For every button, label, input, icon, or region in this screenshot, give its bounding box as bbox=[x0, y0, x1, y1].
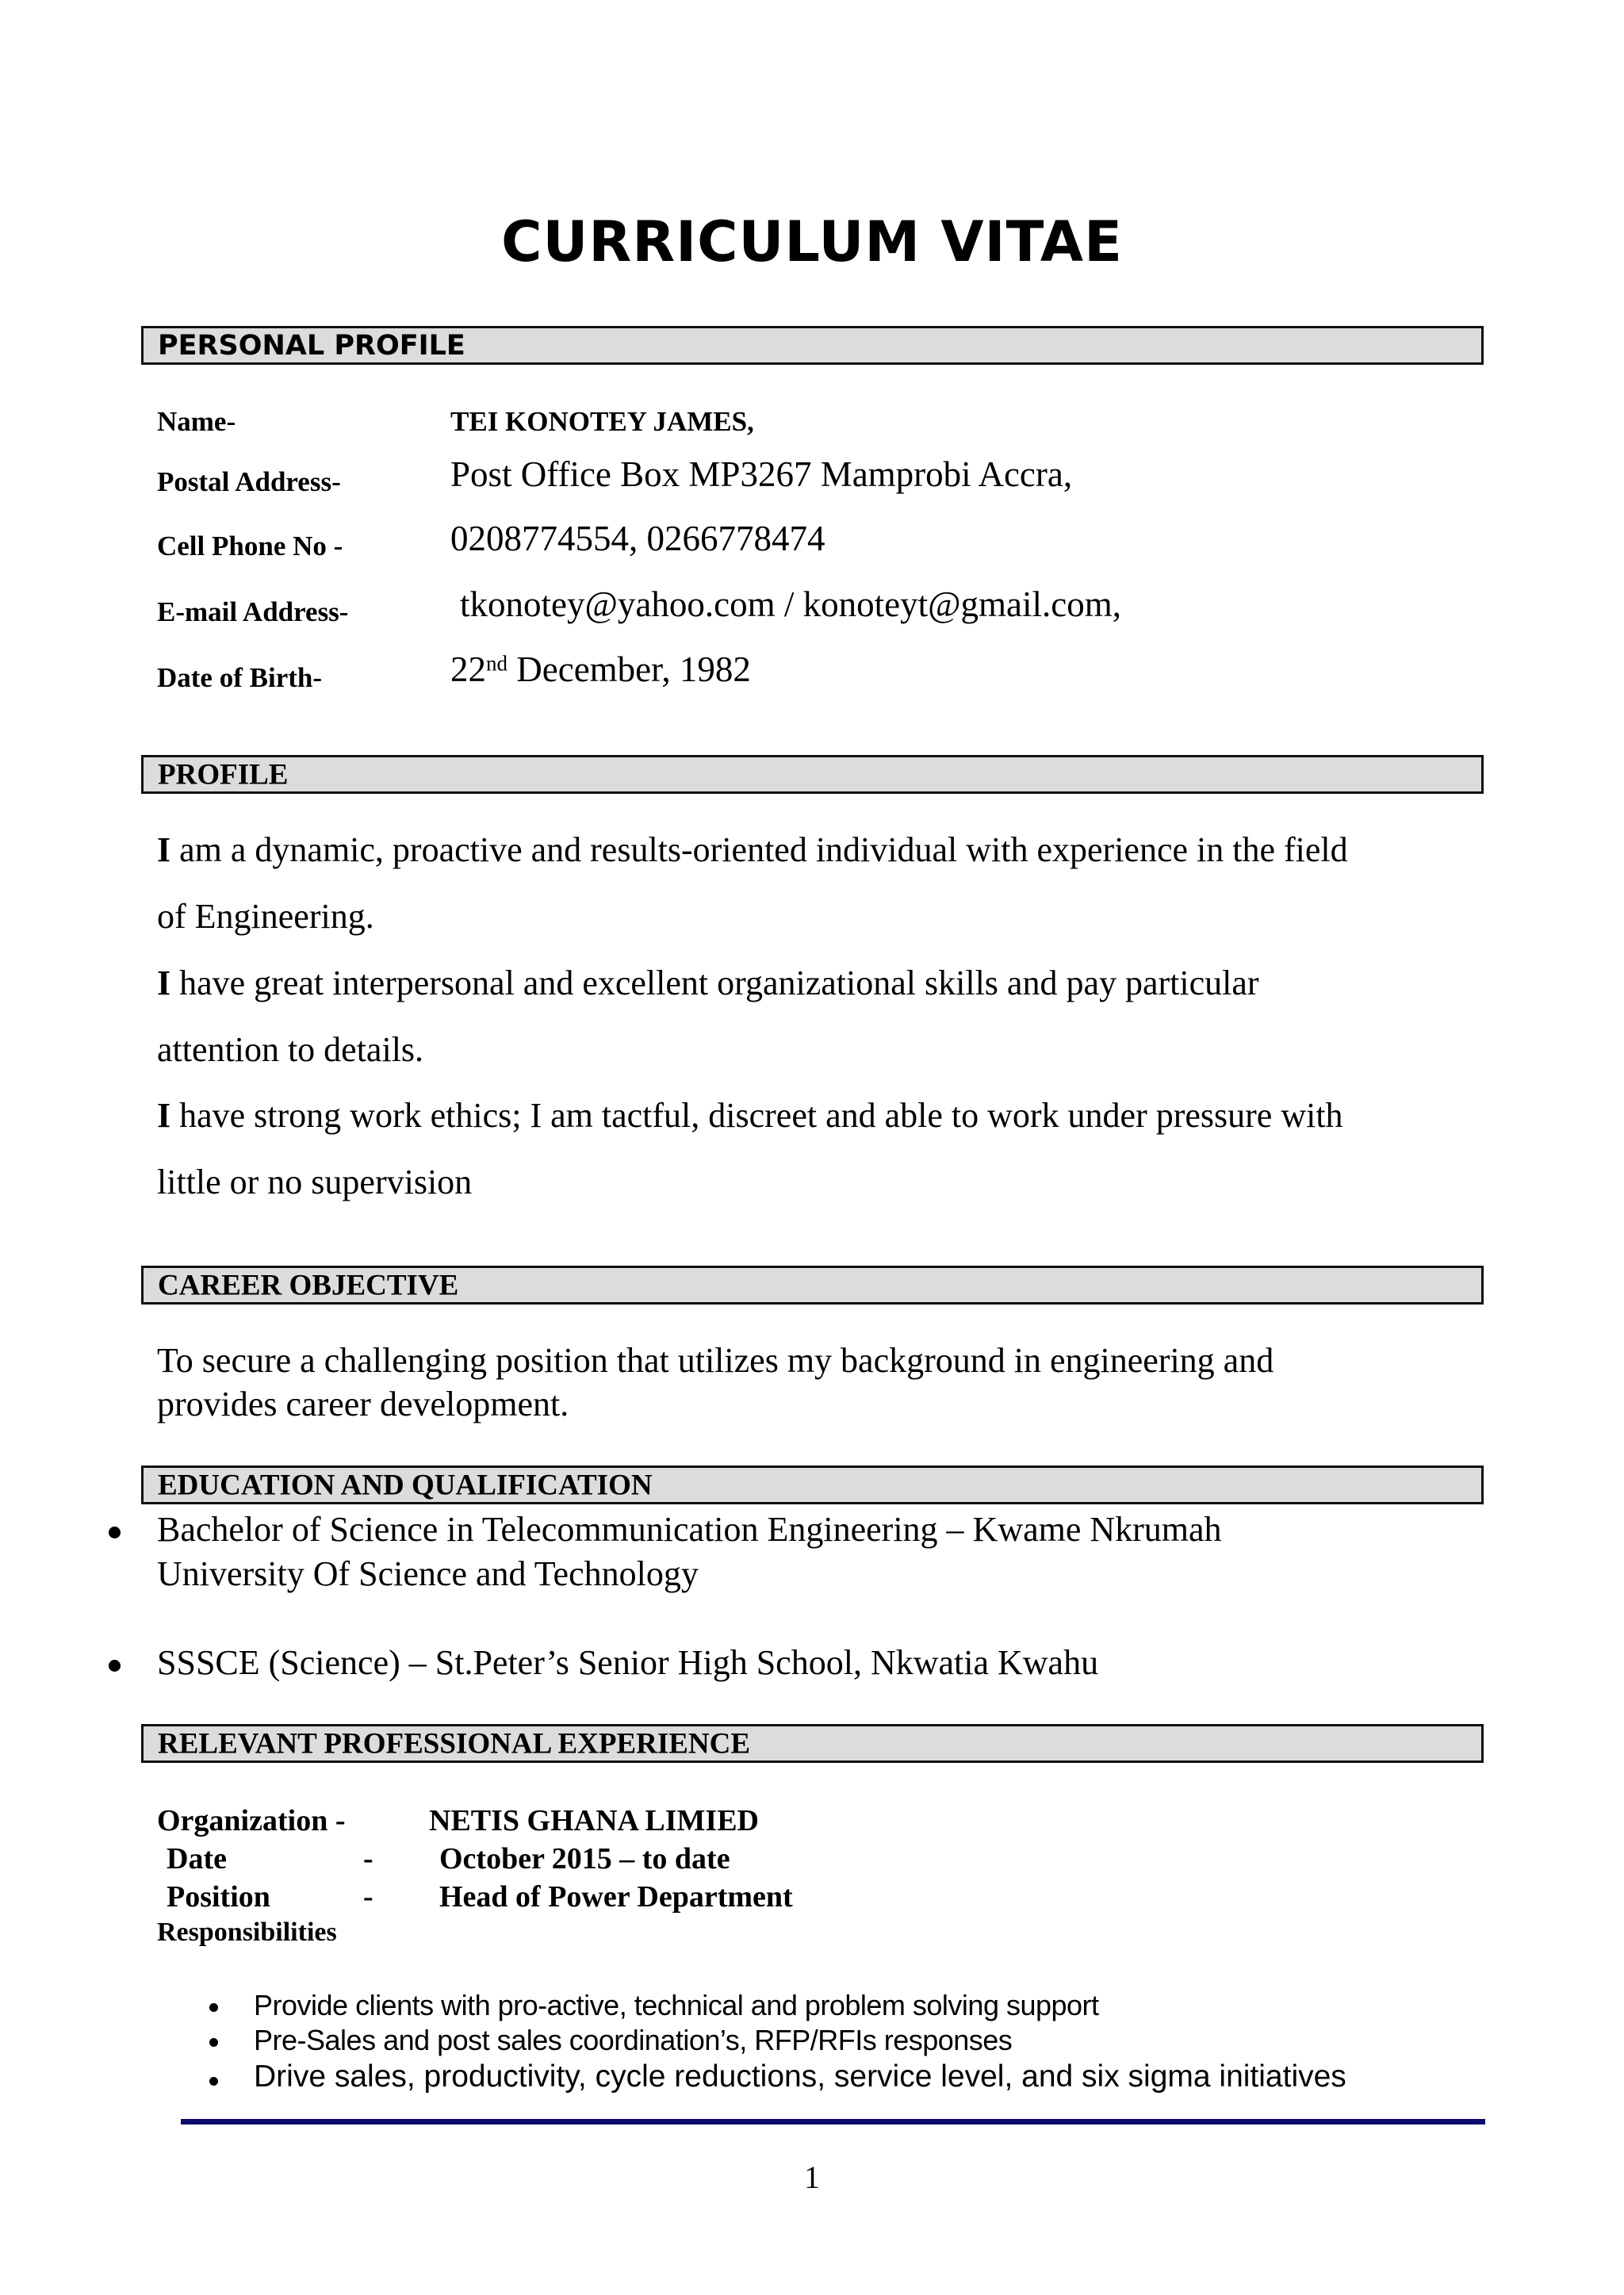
section-header-education bbox=[141, 1466, 1484, 1504]
section-header-career-objective bbox=[141, 1266, 1484, 1305]
date-of-birth-value bbox=[450, 649, 751, 690]
organization-label: Organization - bbox=[157, 1804, 346, 1837]
section-header-experience bbox=[141, 1724, 1484, 1763]
profile-line bbox=[157, 1029, 423, 1070]
bullet-icon bbox=[109, 1527, 121, 1538]
position-value: Head of Power Department bbox=[439, 1880, 793, 1914]
responsibility-item: Provide clients with pro-active, technical and problem solving support bbox=[254, 1989, 1099, 2021]
responsibilities-label: Responsibilities bbox=[157, 1918, 337, 1947]
cell-phone-label: Cell Phone No - bbox=[157, 531, 343, 561]
education-item-degree: Bachelor of Science in Telecommunication Engineering – Kwame Nkrumah bbox=[157, 1510, 1222, 1549]
profile-line bbox=[157, 1162, 472, 1202]
profile-line-lead: I bbox=[157, 830, 171, 869]
dob-suffix: nd bbox=[486, 651, 508, 676]
name-value: TEI KONOTEY JAMES, bbox=[450, 406, 754, 437]
bullet-icon bbox=[209, 2038, 218, 2047]
profile-line-lead: I bbox=[157, 1096, 171, 1135]
footer-divider bbox=[181, 2119, 1485, 2125]
profile-line bbox=[157, 1095, 1343, 1136]
education-item-sssce: SSSCE (Science) – St.Peter’s Senior High School, Nkwatia Kwahu bbox=[157, 1643, 1099, 1682]
bullet-icon bbox=[209, 2003, 218, 2012]
responsibility-item: Pre-Sales and post sales coordination’s, RFP/RFIs responses bbox=[254, 2024, 1013, 2056]
profile-line bbox=[157, 829, 1348, 870]
profile-line-text: have strong work ethics; I am tactful, discreet and able to work under pressure with bbox=[170, 1096, 1343, 1135]
bullet-icon bbox=[209, 2077, 218, 2086]
date-label: Date bbox=[167, 1842, 227, 1875]
section-header-label: CAREER OBJECTIVE bbox=[158, 1269, 459, 1301]
profile-line bbox=[157, 963, 1259, 1003]
email-label: E-mail Address- bbox=[157, 596, 349, 627]
position-label: Position bbox=[167, 1880, 270, 1914]
position-dash: - bbox=[363, 1880, 373, 1914]
profile-line-text: of Engineering. bbox=[157, 897, 374, 936]
profile-line-lead: I bbox=[157, 964, 171, 1002]
page-number: 1 bbox=[804, 2159, 820, 2195]
date-dash: - bbox=[363, 1842, 373, 1875]
profile-line-text: little or no supervision bbox=[157, 1163, 473, 1201]
cell-phone-value: 0208774554, 0266778474 bbox=[450, 519, 825, 558]
section-header-label: PERSONAL PROFILE bbox=[158, 329, 465, 362]
profile-line-text: attention to details. bbox=[157, 1030, 424, 1069]
section-header-profile bbox=[141, 755, 1484, 794]
profile-line bbox=[157, 896, 374, 937]
responsibility-item: Drive sales, productivity, cycle reductions, service level, and six sigma initiatives bbox=[254, 2059, 1346, 2094]
date-of-birth-label: Date of Birth- bbox=[157, 662, 323, 693]
postal-address-value: Post Office Box MP3267 Mamprobi Accra, bbox=[450, 454, 1073, 494]
dob-day: 22 bbox=[450, 649, 486, 689]
document-title: CURRICULUM VITAE bbox=[501, 209, 1123, 274]
objective-line: provides career development. bbox=[157, 1385, 569, 1423]
bullet-icon bbox=[109, 1660, 121, 1672]
section-header-label: PROFILE bbox=[158, 758, 289, 791]
email-value: tkonotey@yahoo.com / konoteyt@gmail.com, bbox=[460, 584, 1121, 624]
section-header-label: RELEVANT PROFESSIONAL EXPERIENCE bbox=[158, 1727, 751, 1760]
objective-line: To secure a challenging position that utilizes my background in engineering and bbox=[157, 1341, 1274, 1380]
organization-value: NETIS GHANA LIMIED bbox=[429, 1804, 759, 1837]
date-value: October 2015 – to date bbox=[439, 1842, 730, 1875]
profile-line-text: have great interpersonal and excellent organizational skills and pay particular bbox=[170, 964, 1259, 1002]
profile-line-text: am a dynamic, proactive and results-oriented individual with experience in the field bbox=[170, 830, 1348, 869]
section-header-label: EDUCATION AND QUALIFICATION bbox=[158, 1469, 653, 1501]
name-label: Name- bbox=[157, 406, 236, 437]
postal-address-label: Postal Address- bbox=[157, 466, 341, 497]
dob-rest: December, 1982 bbox=[508, 649, 751, 689]
education-item-degree-line2: University Of Science and Technology bbox=[157, 1554, 699, 1593]
section-header-personal-profile bbox=[141, 326, 1484, 365]
